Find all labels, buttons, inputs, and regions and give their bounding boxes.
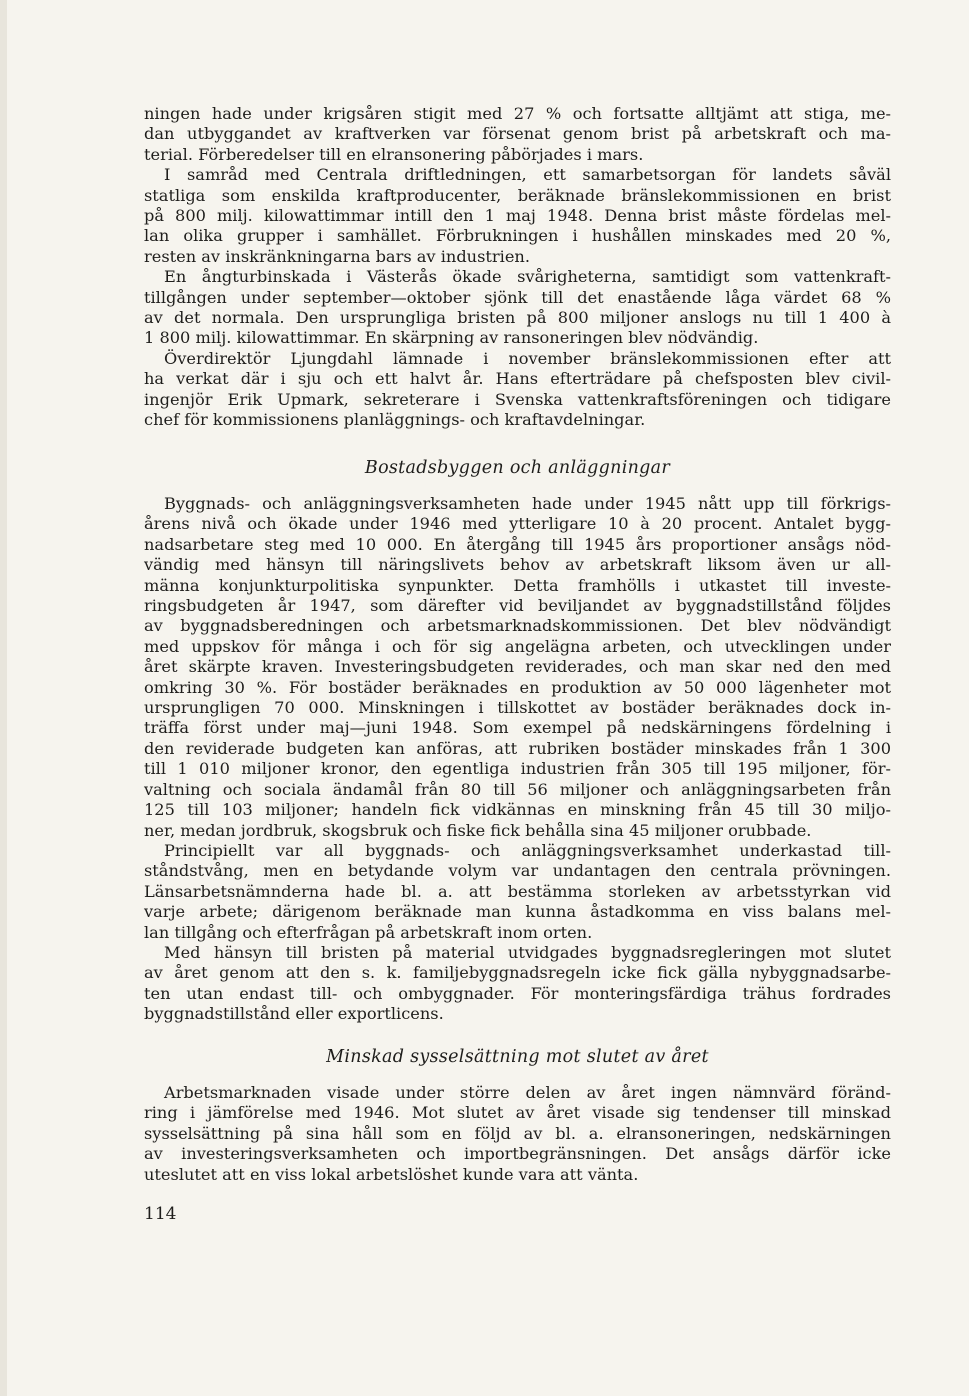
text-line: En ångturbinskada i Västerås ökade svårigheterna, samtidigt som vattenkraft- [164, 267, 891, 287]
text-line: av byggnadsberedningen och arbetsmarknadskommissionen. Det blev nödvändigt [144, 616, 891, 636]
text-line: ingenjör Erik Upmark, sekreterare i Svenska vattenkraftsföreningen och tidigare [144, 389, 891, 409]
text-line: Länsarbetsnämnderna hade bl. a. att bestämma storleken av arbetsstyrkan vid [144, 881, 891, 901]
text-line: ten utan endast till- och ombyggnader. För monteringsfärdiga trähus fordrades [144, 983, 891, 1003]
text-line: Byggnads- och anläggningsverksamheten hade under 1945 nått upp till förkrigs- [164, 494, 891, 513]
text-line: byggnadstillstånd eller exportlicens. [144, 1004, 444, 1024]
text-line: lan tillgång och efterfrågan på arbetskraft inom orten. [144, 922, 593, 942]
text-line: på 800 milj. kilowattimmar intill den 1 maj 1948. Denna brist måste fördelas mel- [144, 206, 891, 226]
text-line: statliga som enskilda kraftproducenter, beräknade bränslekommissionen en brist [144, 185, 891, 205]
page-number: 114 [144, 1204, 177, 1224]
text-line: nadsarbetare steg med 10 000. En återgång till 1945 års proportioner ansågs nöd- [144, 534, 891, 554]
text-line: 1 800 milj. kilowattimmar. En skärpning av ransoneringen blev nödvändig. [144, 328, 759, 348]
text-line: ha verkat där i sju och ett halvt år. Hans efterträdare på chefsposten blev civil- [144, 369, 891, 389]
text-line: varje arbete; därigenom beräknade man kunna åstadkomma en viss balans mel- [144, 902, 891, 922]
text-line: den reviderade budgeten kan anföras, att rubriken bostäder minskades från 1 300 [144, 738, 891, 758]
text-line: terial. Förberedelser till en elransonering påbörjades i mars. [144, 144, 644, 164]
section-heading-housing: Bostadsbyggen och anläggningar [364, 458, 671, 478]
text-line: av investeringsverksamheten och importbegränsningen. Det ansågs därför icke [144, 1144, 891, 1164]
text-line: sysselsättning på sina håll som en följd av bl. a. elransoneringen, nedskärningen [144, 1123, 891, 1143]
text-line: till 1 010 miljoner kronor, den egentliga industrien från 305 till 195 miljoner, för- [144, 759, 891, 779]
text-line: vändig med hänsyn till näringslivets behov av arbetskraft liksom även ur all- [144, 555, 891, 575]
text-line: träffa först under maj—juni 1948. Som exempel på nedskärningens fördelning i [144, 718, 891, 738]
text-line: ner, medan jordbruk, skogsbruk och fiske fick behålla sina 45 miljoner orubbade. [144, 820, 812, 840]
section-electricity [144, 104, 891, 431]
text-line: ursprungligen 70 000. Minskningen i tillskottet av bostäder beräknades dock in- [144, 698, 891, 718]
text-line: 125 till 103 miljoner; handeln fick vidkännas en minskning från 45 till 30 miljo- [144, 800, 891, 820]
text-line: tillgången under september—oktober sjönk till det enastående låga värdet 68 % [144, 287, 891, 307]
text-line: med uppskov för många i och för sig angelägna arbeten, och utvecklingen under [144, 636, 891, 656]
text-line: Med hänsyn till bristen på material utvidgades byggnadsregleringen mot slutet [164, 942, 891, 962]
text-line: ningen hade under krigsåren stigit med 27 % och fortsatte alltjämt att stiga, me- [144, 104, 891, 123]
section-housing [144, 494, 891, 1025]
text-line: Principiellt var all byggnads- och anläggningsverksamhet underkastad till- [164, 840, 891, 860]
text-line: chef för kommissionens planläggnings- och kraftavdelningar. [144, 410, 646, 430]
text-line: ringsbudgeten år 1947, som därefter vid beviljandet av byggnadstillstånd följdes [144, 596, 891, 616]
text-line: året skärpte kraven. Investeringsbudgeten reviderades, och man skar ned den med [144, 657, 891, 677]
text-line: Överdirektör Ljungdahl lämnade i november bränslekommissionen efter att [164, 348, 891, 368]
text-line: Arbetsmarknaden visade under större delen av året ingen nämnvärd föränd- [164, 1083, 891, 1102]
text-line: männa konjunkturpolitiska synpunkter. Detta framhölls i utkastet till investe- [144, 575, 891, 595]
text-line: ståndstvång, men en betydande volym var undantagen den centrala prövningen. [144, 861, 891, 881]
text-line: resten av inskränkningarna bars av industrien. [144, 246, 530, 266]
text-line: av det normala. Den ursprungliga bristen på 800 miljoner anslogs nu till 1 400 à [144, 308, 891, 328]
text-line: dan utbyggandet av kraftverken var försenat genom brist på arbetskraft och ma- [144, 124, 891, 144]
text-line: uteslutet att en viss lokal arbetslöshet kunde vara att vänta. [144, 1164, 639, 1184]
text-line: omkring 30 %. För bostäder beräknades en produktion av 50 000 lägenheter mot [144, 677, 891, 697]
text-line: lan olika grupper i samhället. Förbrukningen i hushållen minskades med 20 %, [144, 226, 891, 246]
section-employment [144, 1083, 891, 1185]
text-line: valtning och sociala ändamål från 80 till 56 miljoner och anläggningsarbeten från [144, 779, 891, 799]
section-heading-employment: Minskad sysselsättning mot slutet av året [326, 1047, 709, 1067]
text-line: ring i jämförelse med 1946. Mot slutet av året visade sig tendenser till minskad [144, 1103, 891, 1123]
text-line: årens nivå och ökade under 1946 med ytterligare 10 à 20 procent. Antalet bygg- [144, 514, 891, 534]
text-line: I samråd med Centrala driftledningen, ett samarbetsorgan för landets såväl [164, 165, 891, 185]
text-line: av året genom att den s. k. familjebyggnadsregeln icke fick gälla nybyggnadsarbe- [144, 963, 891, 983]
